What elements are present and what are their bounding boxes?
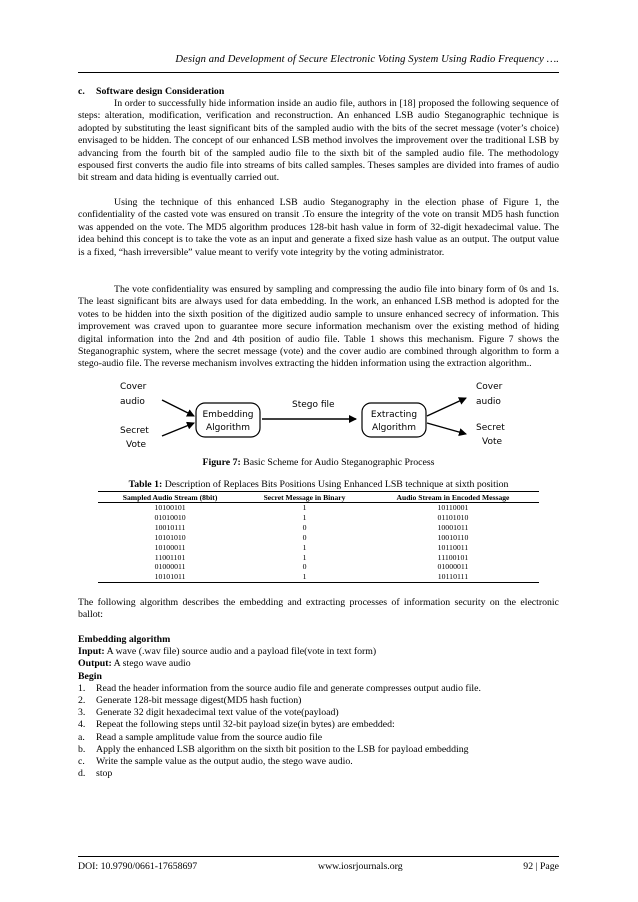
algorithm-begin: Begin (78, 670, 102, 682)
embedding-label-1: Embedding (202, 410, 254, 420)
algorithm-input-line (78, 646, 559, 658)
table-cell: 10101010 (154, 532, 186, 542)
algorithm-title-line (78, 634, 559, 646)
step-number: 1. (78, 682, 86, 694)
extracting-to-cover-arrow (427, 398, 466, 416)
table-cell: 01101010 (437, 512, 469, 522)
table-cell: 1 (242, 572, 367, 582)
table-cell: 01000011 (154, 562, 186, 572)
table-row (98, 572, 539, 582)
algorithm-step (78, 683, 559, 695)
algorithm-title: Embedding algorithm (78, 634, 171, 645)
table-cell: 10010110 (437, 532, 469, 542)
algorithm-output-line (78, 658, 559, 670)
table-cell: 10100011 (154, 542, 186, 552)
table-cell: 10110111 (367, 572, 539, 582)
table-cell: 0 (302, 522, 307, 532)
footer-page-number: 92 | Page (523, 861, 559, 872)
figure-caption (78, 457, 559, 468)
cover-audio-right-label-1: Cover (476, 382, 503, 392)
table-cell: 10001011 (437, 522, 469, 532)
table-row (98, 543, 539, 553)
algorithm-input-text: A wave (.wav file) source audio and a payload file(vote in text form) (104, 646, 377, 658)
algorithm-step (78, 732, 559, 744)
cover-audio-left-label-2: audio (120, 397, 145, 407)
header-rule (78, 72, 559, 73)
running-header: Design and Development of Secure Electronic Voting System Using Radio Frequency …. (175, 54, 559, 65)
table-cell: 0 (302, 562, 307, 572)
table-row (98, 562, 539, 572)
step-text: stop (96, 768, 113, 780)
table-cell: 10110001 (437, 503, 469, 512)
table-cell: 1 (302, 512, 307, 522)
step-number: a. (78, 731, 85, 743)
algorithm-step (78, 756, 559, 768)
table-cell: 01000011 (437, 562, 469, 572)
step-number: 4. (78, 719, 86, 731)
table-cell: 11001101 (154, 552, 186, 562)
table-cell: 10100101 (154, 503, 186, 512)
table-caption-text: Description of Replaces Bits Positions Using Enhanced LSB technique at sixth position (162, 479, 509, 490)
table-row (98, 553, 539, 563)
table-cell: 11100101 (437, 552, 469, 562)
table-row (98, 503, 539, 513)
cover-audio-right-label-2: audio (476, 397, 501, 407)
algorithm-input-label: Input: (78, 646, 105, 658)
table-row (98, 533, 539, 543)
table-cell: 10110011 (437, 542, 469, 552)
cover-to-embedding-arrow (162, 400, 194, 416)
step-text: Apply the enhanced LSB algorithm on the sixth bit position to the LSB for payload embedding (96, 743, 469, 755)
step-text: Read the header information from the source audio file and generate compresses output audio file. (96, 682, 481, 694)
header-encoded-audio: Audio Stream in Encoded Message (367, 492, 539, 503)
secret-vote-right-label-1: Secret (476, 423, 505, 433)
table-header-row (98, 492, 539, 503)
table-cell: 1 (302, 503, 307, 512)
table-row (98, 513, 539, 523)
algorithm-step (78, 768, 559, 780)
section-title: Software design Consideration (96, 86, 225, 97)
algorithm-begin-line (78, 671, 559, 683)
footer-website: www.iosrjournals.org (318, 861, 403, 872)
algorithm-output-text: A stego wave audio (111, 658, 191, 670)
step-number: d. (78, 768, 86, 780)
table-cell: 10010111 (154, 522, 186, 532)
step-number: c. (78, 755, 85, 767)
step-text: Repeat the following steps until 32-bit payload size(in bytes) are embedded: (96, 719, 395, 731)
step-number: b. (78, 743, 86, 755)
algorithm-step (78, 719, 559, 731)
extracting-label-2: Algorithm (371, 423, 417, 433)
table-row (98, 523, 539, 533)
stego-file-label: Stego file (292, 400, 335, 410)
step-number: 3. (78, 707, 86, 719)
footer-rule (78, 856, 559, 857)
secret-vote-left-label-1: Secret (120, 426, 149, 436)
step-text: Generate 32 digit hexadecimal text value of the vote(payload) (96, 707, 339, 719)
table-cell: 10101011 (98, 572, 242, 582)
embedding-algorithm-block (78, 634, 559, 780)
figure-caption-label: Figure 7: (202, 457, 241, 468)
header-secret-message: Secret Message in Binary (242, 492, 367, 503)
paragraph-4: The following algorithm describes the embedding and extracting processes of information security on the electronic ballot: (78, 597, 559, 621)
table-cell: 0 (302, 532, 307, 542)
section-letter: c. (78, 86, 85, 97)
step-number: 2. (78, 694, 86, 706)
step-text: Generate 128-bit message digest(MD5 hash fuction) (96, 694, 302, 706)
paragraph-2: Using the technique of this enhanced LSB audio Steganography in the election phase of Figure 1, the confidentiality of the casted vote was ensured on transit .To ensure the integrity of the vote on transit MD5 hash function was appended on the vote. The MD5 algorithm produces 128-bit hash value in form of 32-digit hexadecimal value. The idea behind this concept is to take the vote as an input and generate a fixed size hash value as an output. The output value is a fixed, “hash irreversible” value meant to verify vote integrity by the voting administrator. (78, 197, 559, 258)
vote-to-embedding-arrow (162, 423, 194, 436)
table-cell: 1 (302, 552, 307, 562)
steganography-figure (114, 378, 526, 450)
figure-caption-text: Basic Scheme for Audio Steganographic Process (240, 457, 435, 468)
footer-doi: DOI: 10.9790/0661-17658697 (78, 861, 198, 872)
paragraph-3: The vote confidentiality was ensured by sampling and compressing the audio file into binary form of 0s and 1s. The least significant bits are always used for data embedding. In the work, an enhanced LSB method is adopted for the votes to be hidden into the sixth position of the digitized audio sample to unsure enhanced secrecy of information. This improvement was craved upon to guarantee more secure information mechanism over the existing method of hiding digital information into the 2nd and 4th position of audio file. Table 1 shows this mechanism. Figure 7 shows the Steganographic system, where the secret message (vote) and the cover audio are combined through algorithm to form a stego-audio file. The reverse mechanism involves extracting the hidden information using the extraction algorithm.. (78, 284, 559, 370)
algorithm-step (78, 707, 559, 719)
algorithm-step (78, 744, 559, 756)
header-sampled-audio: Sampled Audio Stream (8bit) (98, 492, 242, 503)
table-cell: 01010010 (154, 512, 186, 522)
cover-audio-left-label-1: Cover (120, 382, 147, 392)
algorithm-output-label: Output: (78, 658, 112, 670)
section-heading (78, 86, 224, 97)
figure-diagram (114, 378, 526, 450)
extracting-label-1: Extracting (370, 410, 418, 420)
bit-positions-table (98, 491, 539, 583)
step-text: Write the sample value as the output audio, the stego wave audio. (96, 755, 353, 767)
table-caption-label: Table 1: (128, 479, 163, 490)
secret-vote-left-label-2: Vote (126, 440, 147, 450)
embedding-label-2: Algorithm (205, 423, 251, 433)
step-text: Read a sample amplitude value from the source audio file (96, 731, 323, 743)
secret-vote-right-label-2: Vote (482, 437, 503, 447)
paragraph-1: In order to successfully hide information inside an audio file, authors in [18] proposed the following sequence of steps: alteration, modification, verification and reconstruction. An enhanced LSB audio Steganographic technique is adopted by substituting the least significant bits of the sampled audio with the bits of the secret message (voter’s choice) envisaged to be hidden. The concept of our enhanced LSB method involves the improvement over the traditional LSB by advancing from the fourth bit of the sampled audio file to the sixth bit of the sampled audio file. The methodology espoused first converts the audio file into streams of bits called samples. Theses samples are divided into frames of audio bit stream and data hiding is eventually carried out. (78, 98, 559, 184)
algorithm-step (78, 695, 559, 707)
extracting-to-vote-arrow (427, 423, 466, 434)
table-cell: 1 (302, 542, 307, 552)
table-caption (78, 479, 559, 490)
